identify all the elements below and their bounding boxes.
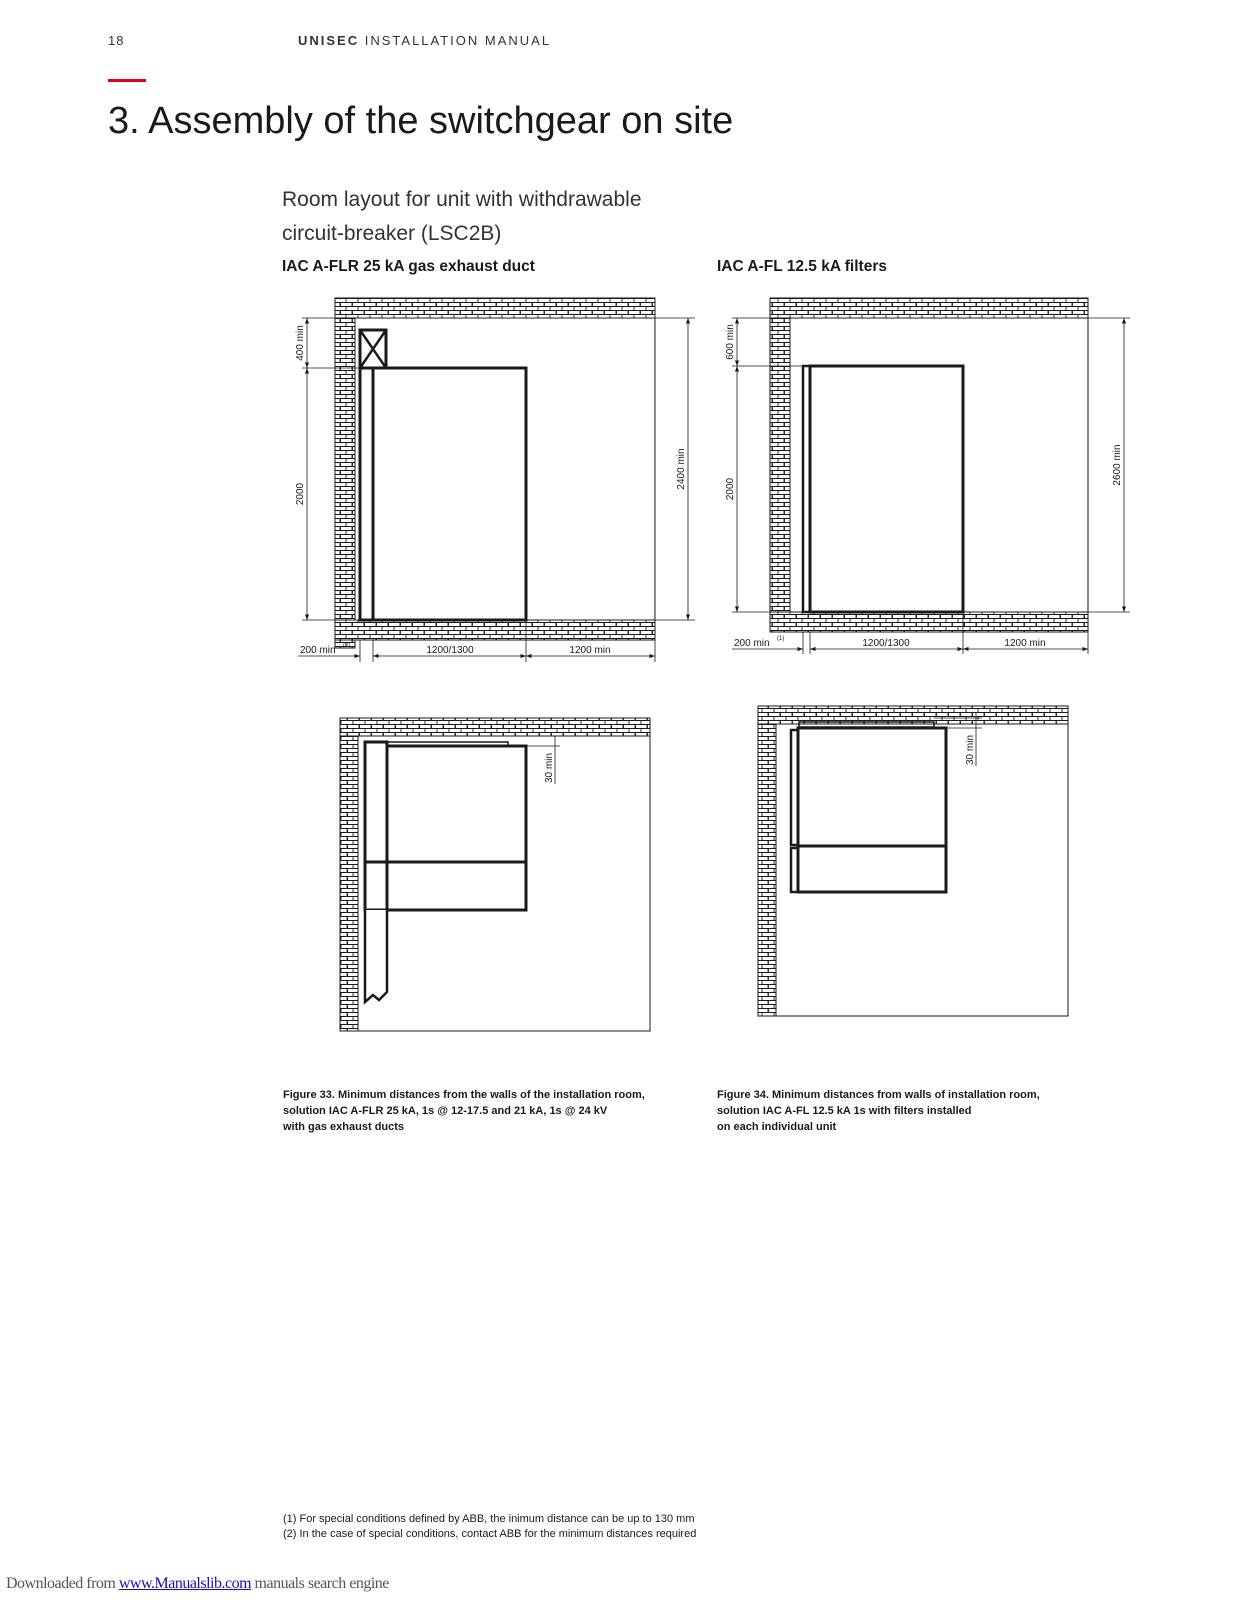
dim-30: 30 min bbox=[544, 752, 555, 784]
accent-bar bbox=[108, 79, 146, 82]
section-subtitle bbox=[282, 183, 722, 251]
caption-line-1: Figure 33. Minimum distances from the walls of the installation room, bbox=[283, 1089, 645, 1101]
switchgear-unit bbox=[798, 728, 946, 892]
caption-line-2: solution IAC A-FLR 25 kA, 1s @ 12-17.5 and 21 kA, 1s @ 24 kV bbox=[283, 1105, 608, 1117]
dim-2400: 2400 min bbox=[676, 448, 687, 490]
dim-400: 400 min bbox=[295, 325, 306, 361]
figure33-side-view bbox=[280, 290, 700, 670]
manual-name: INSTALLATION MANUAL bbox=[364, 33, 552, 48]
dim-1200: 1200 min bbox=[569, 645, 611, 656]
floor-wall bbox=[770, 612, 1088, 632]
side-wall bbox=[340, 718, 650, 736]
dim-200: 200 min bbox=[300, 645, 336, 656]
switchgear-unit bbox=[810, 366, 963, 612]
figure33-plan-view bbox=[335, 712, 655, 1047]
subtitle-line-1: Room layout for unit with withdrawable bbox=[282, 188, 642, 211]
dim-600: 600 min bbox=[725, 324, 736, 360]
dim-2000: 2000 bbox=[295, 482, 306, 506]
dim-200: 200 min bbox=[734, 638, 770, 649]
download-notice bbox=[6, 1575, 389, 1593]
ceiling-wall bbox=[335, 298, 655, 318]
gas-duct bbox=[365, 742, 387, 910]
caption-line-1: Figure 34. Minimum distances from walls of installation room, bbox=[717, 1089, 1040, 1101]
duct-extension bbox=[365, 910, 387, 1002]
dim-2600: 2600 min bbox=[1112, 444, 1123, 486]
dim-200-note: (1) bbox=[777, 636, 785, 642]
dim-200-note: (2) bbox=[343, 643, 351, 649]
switchgear-unit bbox=[387, 746, 526, 910]
figure34-caption bbox=[717, 1087, 1127, 1135]
back-wall bbox=[758, 724, 776, 1016]
running-header bbox=[298, 33, 551, 48]
caption-line-3: with gas exhaust ducts bbox=[283, 1121, 405, 1133]
switchgear-unit bbox=[373, 368, 526, 620]
brand-name: UNISEC bbox=[298, 33, 360, 48]
footnote-2: (2) In the case of special conditions, contact ABB for the minimum distances required bbox=[283, 1528, 697, 1540]
page-title: 3. Assembly of the switchgear on site bbox=[108, 100, 734, 142]
caption-line-2: solution IAC A-FL 12.5 kA 1s with filters installed bbox=[717, 1105, 972, 1117]
figure34-side-view bbox=[712, 290, 1132, 670]
gas-duct bbox=[360, 368, 373, 620]
back-wall bbox=[335, 318, 355, 648]
caption-line-3: on each individual unit bbox=[717, 1121, 837, 1133]
download-suffix: manuals search engine bbox=[251, 1575, 389, 1592]
download-prefix: Downloaded from bbox=[6, 1575, 119, 1592]
back-wall bbox=[770, 318, 790, 630]
manualslib-link[interactable]: www.Manualslib.com bbox=[118, 1575, 252, 1592]
dim-1200-1300: 1200/1300 bbox=[862, 638, 910, 649]
footnote-1: (1) For special conditions defined by ABB, the inimum distance can be up to 130 mm bbox=[283, 1513, 695, 1525]
figure33-caption bbox=[283, 1087, 693, 1135]
figure34-plan-view bbox=[756, 700, 1076, 1035]
back-wall bbox=[340, 736, 358, 1031]
dim-1200-1300: 1200/1300 bbox=[426, 645, 474, 656]
dim-1200: 1200 min bbox=[1004, 638, 1046, 649]
figure33-heading: IAC A-FLR 25 kA gas exhaust duct bbox=[282, 258, 535, 275]
ceiling-wall bbox=[770, 298, 1088, 318]
dim-30: 30 min bbox=[965, 734, 976, 766]
dim-2000: 2000 bbox=[725, 477, 736, 501]
page-number: 18 bbox=[108, 33, 125, 48]
floor-wall bbox=[335, 620, 655, 640]
subtitle-line-2: circuit-breaker (LSC2B) bbox=[282, 222, 502, 245]
figure34-heading: IAC A-FL 12.5 kA filters bbox=[717, 258, 887, 275]
